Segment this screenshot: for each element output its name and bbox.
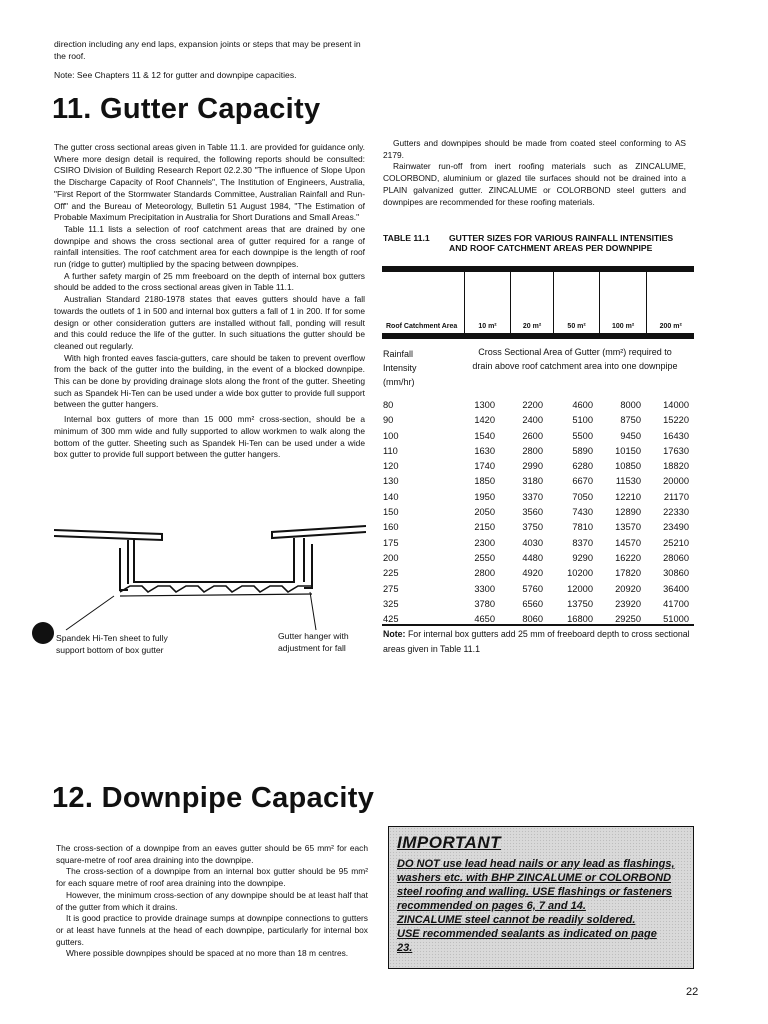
gutter-area-cell: 13750 (567, 598, 593, 609)
section-12-title: 12. Downpipe Capacity (52, 782, 375, 814)
figure-label-hanger: Gutter hanger with adjustment for fall (278, 631, 349, 653)
gutter-area-cell: 3300 (474, 583, 495, 594)
gutter-area-cell: 14570 (615, 537, 641, 548)
table-number: TABLE 11.1 (383, 233, 430, 243)
gutter-area-cell: 1300 (474, 400, 495, 410)
gutter-area-cell: 6560 (522, 598, 543, 609)
rainfall-intensity-cell: 150 (383, 507, 399, 518)
gutter-area-cell: 1950 (474, 491, 495, 502)
gutter-area-cell: 14000 (663, 400, 689, 410)
rainfall-intensity-cell: 140 (383, 491, 399, 502)
paragraph: It is good practice to provide drainage sumps at downpipe connections to gutters or at least have funnels at the head of each downpipe, particularly for internal box gutters. (56, 913, 368, 947)
gutter-area-cell: 10850 (615, 461, 641, 472)
intro-text (54, 38, 364, 81)
area-header: 10 m² (465, 272, 511, 338)
gutter-area-cell: 5500 (572, 430, 593, 441)
gutter-area-cell: 8000 (620, 400, 641, 410)
paragraph: Australian Standard 2180-1978 states that eaves gutters should have a fall towards the outlets of 1 in 500 and internal box gutters a fall of 1 in 200. If for some design or other consideration gutters are installed without fall, ponding will result and this could reduce the life of the gutter. In such situations the gutter should be cleaned out regularly. (54, 294, 365, 351)
table-note-text: For internal box gutters add 25 mm of freeboard depth to cross sectional areas given in Table 11.1 (383, 629, 690, 654)
gutter-area-cell: 1850 (474, 476, 495, 487)
paragraph: A further safety margin of 25 mm freeboard on the depth of internal box gutters should be added to the cross sectional areas given in Table 11.1. (54, 270, 365, 293)
gutter-area-cell: 2550 (474, 552, 495, 563)
gutter-area-cell: 1540 (474, 430, 495, 441)
gutter-area-cell: 36400 (663, 583, 689, 594)
gutter-area-cell: 2050 (474, 507, 495, 518)
corner-header: Roof Catchment Area (386, 323, 458, 330)
gutter-area-cell: 16220 (615, 552, 641, 563)
gutter-area-cell: 4480 (522, 552, 543, 563)
section-11-left-column (54, 142, 365, 461)
table-row (383, 582, 693, 597)
gutter-area-cell: 1740 (474, 461, 495, 472)
table-row (383, 505, 693, 520)
section-12-text (56, 843, 368, 960)
gutter-area-cell: 20920 (615, 583, 641, 594)
important-lines (397, 857, 685, 955)
gutter-area-cell: 18820 (663, 461, 689, 472)
table-note-label: Note: (383, 629, 406, 639)
rainfall-intensity-cell: 325 (383, 598, 399, 609)
table-row (383, 474, 693, 489)
paragraph: Rainwater run-off from inert roofing materials such as ZINCALUME, COLORBOND, aluminium or glazed tile surfaces should not be drained into a PLAIN galvanized gutter. ZINCALUME or COLORBOND steel gutters and downpipes are recommended for these roofing materials. (383, 161, 686, 207)
gutter-area-cell: 5100 (572, 415, 593, 426)
box-gutter-diagram (54, 522, 366, 632)
gutter-area-cell: 7810 (572, 522, 593, 533)
rainfall-intensity-cell: 160 (383, 522, 399, 533)
table-row (383, 566, 693, 581)
punch-hole-mark (32, 622, 54, 644)
gutter-area-cell: 2200 (522, 400, 543, 410)
gutter-area-cell: 22330 (663, 507, 689, 518)
gutter-area-cell: 3370 (522, 491, 543, 502)
table-row (383, 459, 693, 474)
gutter-area-cell: 13570 (615, 522, 641, 533)
important-line: recommended on pages 6, 7 and 14. (397, 900, 586, 912)
gutter-area-cell: 41700 (663, 598, 689, 609)
area-header: 100 m² (599, 272, 647, 338)
paragraph: The cross-section of a downpipe from an internal box gutter should be 95 mm² for each square metre of roof area draining into the downpipe. (56, 866, 368, 889)
table-row (383, 490, 693, 505)
paragraph: With high fronted eaves fascia-gutters, care should be taken to prevent overflow from the back of the gutter into the building, in the event of a blocked downpipe. This can be done by providing drainage slots along the front of the gutter. Sheeting such as Spandek Hi-Ten can be used under a wide box gutter to provide full support between the gutter hangers. (54, 352, 365, 410)
gutter-area-cell: 2800 (522, 445, 543, 456)
gutter-area-cell: 2600 (522, 430, 543, 441)
area-header: 20 m² (510, 272, 554, 338)
gutter-area-cell: 30860 (663, 568, 689, 579)
gutter-area-cell: 17630 (663, 445, 689, 456)
gutter-area-cell: 3750 (522, 522, 543, 533)
area-header: 50 m² (554, 272, 600, 338)
gutter-area-cell: 7430 (572, 507, 593, 518)
table-title (383, 233, 688, 253)
table-row (383, 398, 693, 413)
figure-label-spandek: Spandek Hi-Ten sheet to fully support bottom of box gutter (56, 633, 168, 655)
rainfall-label: Rainfall Intensity (mm/hr) (383, 349, 417, 387)
gutter-area-cell: 8370 (572, 537, 593, 548)
paragraph: However, the minimum cross-section of any downpipe should be at least half that of the gutter from which it drains. (56, 889, 368, 912)
table-body (383, 398, 693, 627)
paragraph: Table 11.1 lists a selection of roof catchment areas that are drained by one downpipe and shows the cross sectional area of gutter required for a range of rainfall intensities. The roof catchment area for each downpipe is the length of roof run (ridge to gutter) multiplied by the spacing between downpipes. (54, 223, 365, 270)
gutter-area-cell: 51000 (663, 614, 689, 625)
gutter-area-cell: 1420 (474, 415, 495, 426)
gutter-area-cell: 2150 (474, 522, 495, 533)
important-title: IMPORTANT (397, 833, 501, 852)
rainfall-intensity-cell: 130 (383, 476, 399, 487)
rainfall-intensity-cell: 175 (383, 537, 399, 548)
rainfall-intensity-cell: 100 (383, 430, 399, 441)
gutter-area-cell: 28060 (663, 552, 689, 563)
intro-note: Note: See Chapters 11 & 12 for gutter and downpipe capacities. (54, 70, 297, 80)
area-header: 200 m² (647, 272, 694, 338)
gutter-area-cell: 23920 (615, 598, 641, 609)
paragraph: Where possible downpipes should be spaced at no more than 18 m centres. (66, 948, 349, 959)
rainfall-intensity-cell: 120 (383, 461, 399, 472)
table-header-rule (382, 333, 694, 339)
gutter-area-cell: 3180 (522, 476, 543, 487)
gutter-area-cell: 4650 (474, 614, 495, 625)
table-row (383, 551, 693, 566)
table-header (382, 272, 694, 338)
important-notice-box (388, 826, 694, 969)
rainfall-intensity-cell: 425 (383, 614, 399, 625)
gutter-area-cell: 5890 (572, 445, 593, 456)
gutter-area-cell: 8060 (522, 614, 543, 625)
important-line: washers etc. with BHP ZINCALUME or COLORBOND (397, 872, 672, 884)
gutter-area-cell: 12890 (615, 507, 641, 518)
page-number: 22 (686, 986, 699, 998)
rainfall-intensity-cell: 110 (383, 445, 398, 456)
gutter-area-cell: 6280 (572, 461, 593, 472)
intro-continuation: direction including any end laps, expansion joints or steps that may be present in the roof. (54, 39, 361, 61)
gutter-area-cell: 21170 (663, 491, 689, 502)
rainfall-intensity-cell: 225 (383, 568, 399, 579)
important-line: 23. (397, 942, 413, 954)
gutter-area-cell: 16430 (663, 430, 689, 441)
rainfall-intensity-cell: 90 (383, 415, 394, 426)
gutter-area-cell: 3560 (522, 507, 543, 518)
cross-section-label: Cross Sectional Area of Gutter (mm²) required to drain above roof catchment area into one downpipe (472, 347, 678, 371)
table-note (383, 627, 695, 657)
paragraph: Gutters and downpipes should be made from coated steel conforming to AS 2179. (383, 138, 686, 160)
gutter-area-cell: 29250 (615, 614, 641, 625)
gutter-area-cell: 12210 (615, 491, 641, 502)
gutter-area-cell: 2300 (474, 537, 495, 548)
table-caption: GUTTER SIZES FOR VARIOUS RAINFALL INTENSITIES AND ROOF CATCHMENT AREAS PER DOWNPIPE (449, 233, 674, 253)
gutter-area-cell: 4030 (522, 537, 543, 548)
important-line: steel roofing and walling. USE flashings or fasteners (397, 886, 673, 898)
gutter-area-cell: 9450 (620, 430, 641, 441)
gutter-area-cell: 20000 (663, 476, 689, 487)
gutter-area-cell: 2990 (522, 461, 543, 472)
gutter-area-cell: 10200 (567, 568, 593, 579)
gutter-area-cell: 15220 (663, 415, 689, 426)
gutter-area-cell: 16800 (567, 614, 593, 625)
gutter-area-cell: 12000 (567, 583, 593, 594)
gutter-area-cell: 5760 (522, 583, 543, 594)
gutter-area-cell: 17820 (615, 568, 641, 579)
gutter-area-cell: 11530 (615, 476, 641, 487)
section-11-title: 11. Gutter Capacity (52, 93, 321, 125)
gutter-area-cell: 9290 (572, 552, 593, 563)
gutter-area-cell: 2800 (474, 568, 495, 579)
gutter-area-cell: 25210 (663, 537, 689, 548)
paragraph: Internal box gutters of more than 15 000 mm² cross-section, should be a minimum of 300 mm wide and fully supported to allow workmen to walk along the bottom of the gutter. Sheeting such as Spandek Hi-Ten can be used under a wide box gutter to provide full support between the gutter hangers. (54, 414, 365, 460)
gutter-area-cell: 23490 (663, 522, 689, 533)
table-row (383, 520, 693, 535)
gutter-area-cell: 2400 (522, 415, 543, 426)
important-line: USE recommended sealants as indicated on page (397, 928, 657, 940)
table-row (383, 413, 693, 428)
gutter-area-cell: 4920 (522, 568, 543, 579)
paragraph: The gutter cross sectional areas given in Table 11.1. are provided for guidance only. Where more design detail is required, the following reports should be consulted: CSIRO Division of Building Research Report 02.2.30 "The influence of Slope Upon the Discharge Capacity of Roof Channels", The Institution of Engineers, Australia, "First Report of the Stormwater Standards Committee, Australian Rainfall and Run-Off" and the Bureau of Meteorology, Bulletin 51 August 1984, "The Estimation of Probable Maximum Precipitation in Australia for Short Durations and Small Areas." (54, 142, 365, 223)
table-row (383, 429, 693, 444)
rainfall-intensity-cell: 275 (383, 583, 399, 594)
gutter-area-cell: 7050 (572, 491, 593, 502)
gutter-area-cell: 6670 (572, 476, 593, 487)
important-line: ZINCALUME steel cannot be readily soldered. (397, 914, 636, 926)
section-11-right-column (383, 138, 686, 208)
paragraph: The cross-section of a downpipe from an eaves gutter should be 65 mm² for each square-metre of roof area draining into the downpipe. (56, 843, 368, 865)
rainfall-intensity-cell: 80 (383, 400, 394, 410)
table-row (383, 444, 693, 459)
gutter-area-cell: 1630 (474, 445, 495, 456)
table-row (383, 536, 693, 551)
table-row (383, 597, 693, 612)
gutter-area-cell: 10150 (615, 445, 641, 456)
rainfall-intensity-cell: 200 (383, 552, 399, 563)
gutter-area-cell: 3780 (474, 598, 495, 609)
gutter-area-cell: 4600 (572, 400, 593, 410)
gutter-area-cell: 8750 (620, 415, 641, 426)
important-line: DO NOT use lead head nails or any lead as flashings, (397, 858, 675, 870)
table-bottom-rule (382, 624, 694, 626)
